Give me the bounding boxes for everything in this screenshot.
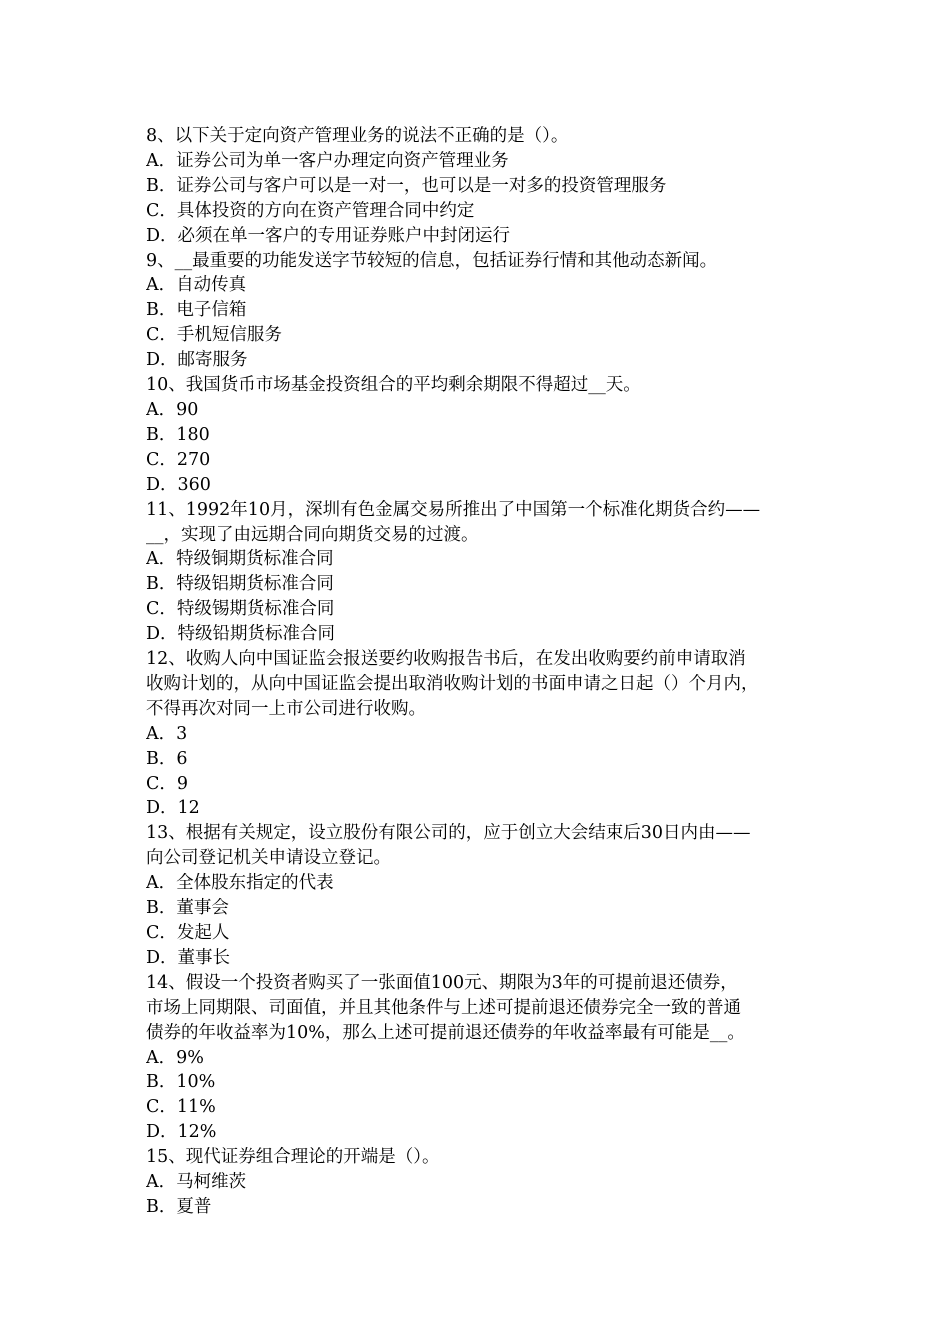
question-13-option-c: C．发起人 (146, 923, 230, 943)
question-15-option-b: B．夏普 (146, 1196, 212, 1217)
question-12-option-c: C．9 (146, 773, 189, 794)
question-15-stem: 15、现代证券组合理论的开端是（）。 (146, 1147, 440, 1168)
question-11-stem-line-2: __，实现了由远期合同向期货交易的过渡。 (146, 524, 479, 545)
question-12-option-a: A．3 (146, 723, 188, 744)
question-10-option-d: D．360 (146, 474, 211, 495)
question-12-option-d: D．12 (146, 798, 200, 819)
question-11-stem-line-1: 11、1992年10月，深圳有色金属交易所推出了中国第一个标准化期货合约—— (146, 499, 761, 520)
question-11-option-d: D．特级铅期货标准合同 (146, 624, 336, 645)
question-14-option-a: A．9% (146, 1047, 204, 1068)
question-9-option-d: D．邮寄服务 (146, 350, 248, 371)
question-10-option-a: A．90 (146, 399, 199, 420)
question-13-stem-line-1: 13、根据有关规定，设立股份有限公司的，应于创立大会结束后30日内由—— (146, 823, 751, 844)
question-13-option-d: D．董事长 (146, 947, 231, 968)
question-9-stem: 9、__最重要的功能发送字节较短的信息，包括证券行情和其他动态新闻。 (146, 250, 718, 271)
question-9-option-c: C．手机短信服务 (146, 325, 282, 346)
question-14-stem-line-3: 债券的年收益率为10%，那么上述可提前退还债券的年收益率最有可能是__。 (146, 1022, 745, 1043)
question-11-option-b: B．特级铝期货标准合同 (146, 574, 334, 595)
question-8-stem: 8、以下关于定向资产管理业务的说法不正确的是（）。 (146, 126, 569, 146)
question-14-stem-line-2: 市场上同期限、司面值，并且其他条件与上述可提前退还债券完全一致的普通 (146, 997, 741, 1018)
question-11-option-a: A．特级铜期货标准合同 (146, 549, 334, 570)
question-10-stem: 10、我国货币市场基金投资组合的平均剩余期限不得超过__天。 (146, 375, 641, 396)
question-8-option-c: C．具体投资的方向在资产管理合同中约定 (146, 200, 475, 221)
question-10-option-b: B．180 (146, 424, 210, 445)
question-8-option-b: B．证券公司与客户可以是一对一，也可以是一对多的投资管理服务 (146, 175, 667, 196)
question-13-option-b: B．董事会 (146, 898, 229, 919)
question-12-option-b: B．6 (146, 748, 188, 769)
question-14-option-b: B．10% (146, 1072, 216, 1093)
question-10-option-c: C．270 (146, 449, 211, 470)
question-15-option-a: A．马柯维茨 (146, 1172, 247, 1193)
question-14-option-c: C．11% (146, 1097, 216, 1118)
question-8-option-a: A．证券公司为单一客户办理定向资产管理业务 (146, 150, 509, 171)
question-8-option-d: D．必须在单一客户的专用证券账户中封闭运行 (146, 225, 511, 246)
question-13-stem-line-2: 向公司登记机关申请设立登记。 (146, 848, 391, 869)
document-body (146, 124, 822, 1220)
question-12-stem-line-3: 不得再次对同一上市公司进行收购。 (146, 698, 426, 719)
question-11-option-c: C．特级锡期货标准合同 (146, 599, 335, 620)
question-9-option-a: A．自动传真 (146, 275, 247, 296)
question-14-option-d: D．12% (146, 1122, 217, 1143)
question-9-option-b: B．电子信箱 (146, 300, 247, 321)
question-13-option-a: A．全体股东指定的代表 (146, 873, 334, 894)
question-12-stem-line-1: 12、收购人向中国证监会报送要约收购报告书后，在发出收购要约前申请取消 (146, 649, 746, 670)
question-12-stem-line-2: 收购计划的，从向中国证监会提出取消收购计划的书面申请之日起（）个月内， (146, 673, 759, 694)
question-14-stem-line-1: 14、假设一个投资者购买了一张面值100元、期限为3年的可提前退还债券， (146, 972, 738, 993)
